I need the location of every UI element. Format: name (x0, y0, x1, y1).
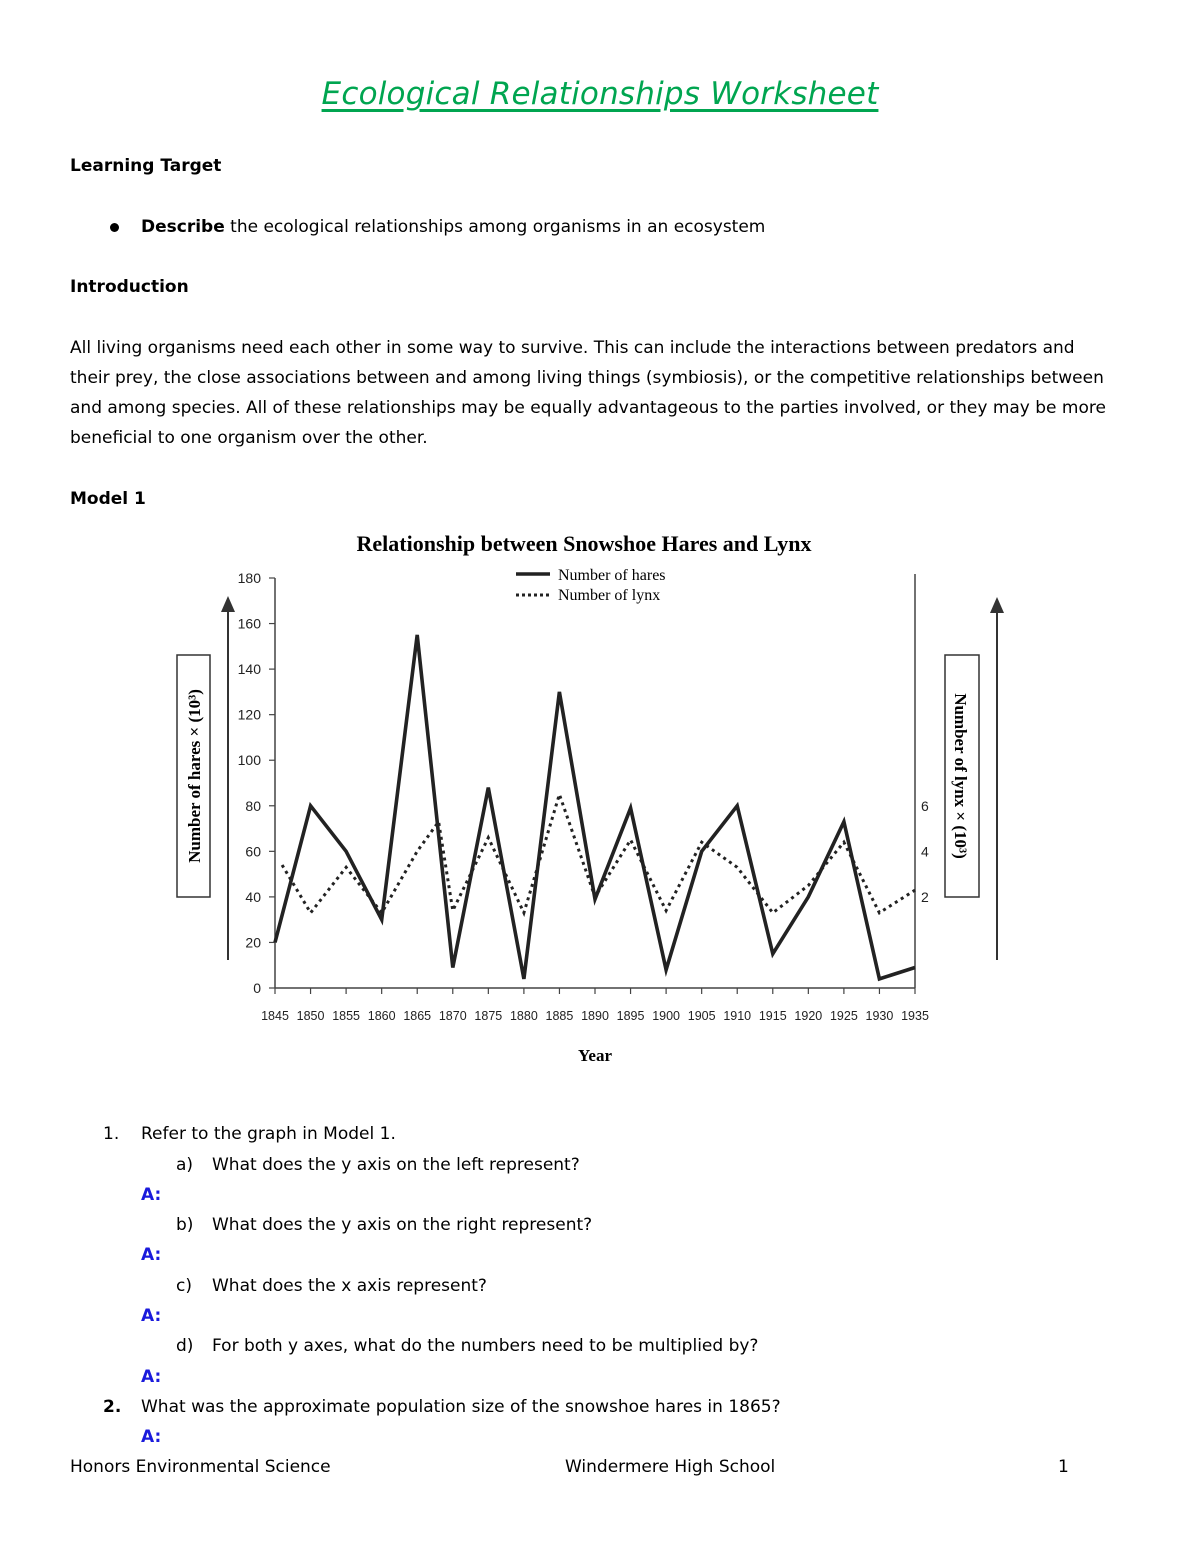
learning-target-bullet (141, 212, 765, 242)
q1b-label: b) (176, 1215, 194, 1235)
x-tick-label: 1860 (367, 1009, 396, 1023)
x-tick-label: 1900 (652, 1009, 681, 1023)
x-tick-label: 1905 (687, 1009, 716, 1023)
learning-target-heading: Learning Target (70, 156, 222, 176)
y-left-tick-label: 180 (237, 570, 261, 586)
x-tick-label: 1845 (261, 1009, 289, 1023)
y-right-tick-label: 4 (921, 843, 929, 860)
x-tick-label: 1915 (758, 1009, 787, 1023)
x-axis-label: Year (578, 1046, 612, 1065)
q1c-label: c) (176, 1276, 192, 1296)
x-tick-label: 1920 (794, 1009, 823, 1023)
q1d-answer-label[interactable]: A: (141, 1367, 162, 1387)
intro-line: beneficial to one organism over the other. (70, 428, 428, 448)
intro-line: and among species. All of these relationships may be equally advantageous to the parties involved, or they may be more (70, 398, 1106, 418)
x-tick-label: 1855 (332, 1009, 361, 1023)
x-tick-label: 1850 (296, 1009, 325, 1023)
bullet-icon (110, 223, 119, 232)
q1a-text: What does the y axis on the left represent? (212, 1155, 580, 1175)
q1-number: 1. (103, 1124, 120, 1144)
chart-axes (275, 574, 915, 988)
x-tick-label: 1875 (474, 1009, 503, 1023)
q1b-text: What does the y axis on the right represent? (212, 1215, 593, 1235)
q1a-answer-label[interactable]: A: (141, 1185, 162, 1205)
x-tick-label: 1885 (545, 1009, 574, 1023)
page-title: Ecological Relationships Worksheet (321, 76, 879, 112)
chart-title: Relationship between Snowshoe Hares and Lynx (356, 531, 812, 556)
footer-page-number: 1 (1058, 1457, 1069, 1477)
q1d-text: For both y axes, what do the numbers need to be multiplied by? (212, 1336, 759, 1356)
legend-lynx-label: Number of lynx (558, 587, 661, 604)
introduction-paragraph (70, 333, 1140, 453)
chart-ticks (238, 570, 929, 1023)
y-left-tick-label: 40 (245, 888, 261, 905)
introduction-heading: Introduction (70, 277, 189, 297)
q1b-answer-label[interactable]: A: (141, 1245, 162, 1265)
footer-school: Windermere High School (565, 1457, 776, 1477)
model-heading: Model 1 (70, 489, 146, 509)
y-left-label: Number of hares × (10³) (185, 689, 204, 863)
x-tick-label: 1890 (581, 1009, 609, 1023)
x-tick-label: 1895 (616, 1009, 645, 1023)
x-tick-label: 1865 (403, 1009, 432, 1023)
y-left-tick-label: 160 (237, 615, 261, 632)
y-left-tick-label: 20 (245, 934, 261, 951)
x-tick-label: 1930 (865, 1009, 894, 1023)
x-tick-label: 1910 (723, 1009, 752, 1023)
intro-line: All living organisms need each other in some way to survive. This can include the interactions between predators and (70, 338, 1075, 358)
q2-number: 2. (103, 1397, 122, 1417)
y-left-tick-label: 80 (245, 797, 261, 814)
y-right-label: Number of lynx × (10³) (951, 693, 970, 859)
right-up-arrow-icon (990, 597, 1004, 613)
y-left-tick-label: 60 (245, 843, 261, 860)
y-left-tick-label: 0 (253, 980, 261, 996)
q1-text: Refer to the graph in Model 1. (141, 1124, 396, 1144)
left-up-arrow-icon (221, 596, 235, 612)
hares-lynx-chart (160, 520, 1020, 1080)
hares-series-line (275, 635, 915, 979)
x-tick-label: 1880 (509, 1009, 538, 1023)
y-left-tick-label: 140 (237, 661, 261, 678)
bullet-bold-verb: Describe (141, 217, 225, 237)
y-right-tick-label: 6 (921, 797, 929, 814)
q1c-answer-label[interactable]: A: (141, 1306, 162, 1326)
q1a-label: a) (176, 1155, 194, 1175)
legend-hares-label: Number of hares (558, 567, 666, 584)
bullet-text: the ecological relationships among organisms in an ecosystem (224, 217, 766, 237)
q1c-text: What does the x axis represent? (212, 1276, 487, 1296)
footer-course: Honors Environmental Science (70, 1457, 331, 1477)
x-tick-label: 1925 (829, 1009, 858, 1023)
q2-answer-label[interactable]: A: (141, 1427, 162, 1447)
y-right-tick-label: 2 (921, 888, 929, 905)
y-left-tick-label: 120 (237, 706, 261, 723)
x-tick-label: 1935 (901, 1009, 929, 1023)
x-tick-label: 1870 (438, 1009, 467, 1023)
q2-text: What was the approximate population size of the snowshoe hares in 1865? (141, 1397, 781, 1417)
y-left-tick-label: 100 (237, 752, 261, 769)
chart-series (275, 635, 915, 979)
q1d-label: d) (176, 1336, 194, 1356)
intro-line: their prey, the close associations between and among living things (symbiosis), or the competitive relationships between (70, 368, 1104, 388)
